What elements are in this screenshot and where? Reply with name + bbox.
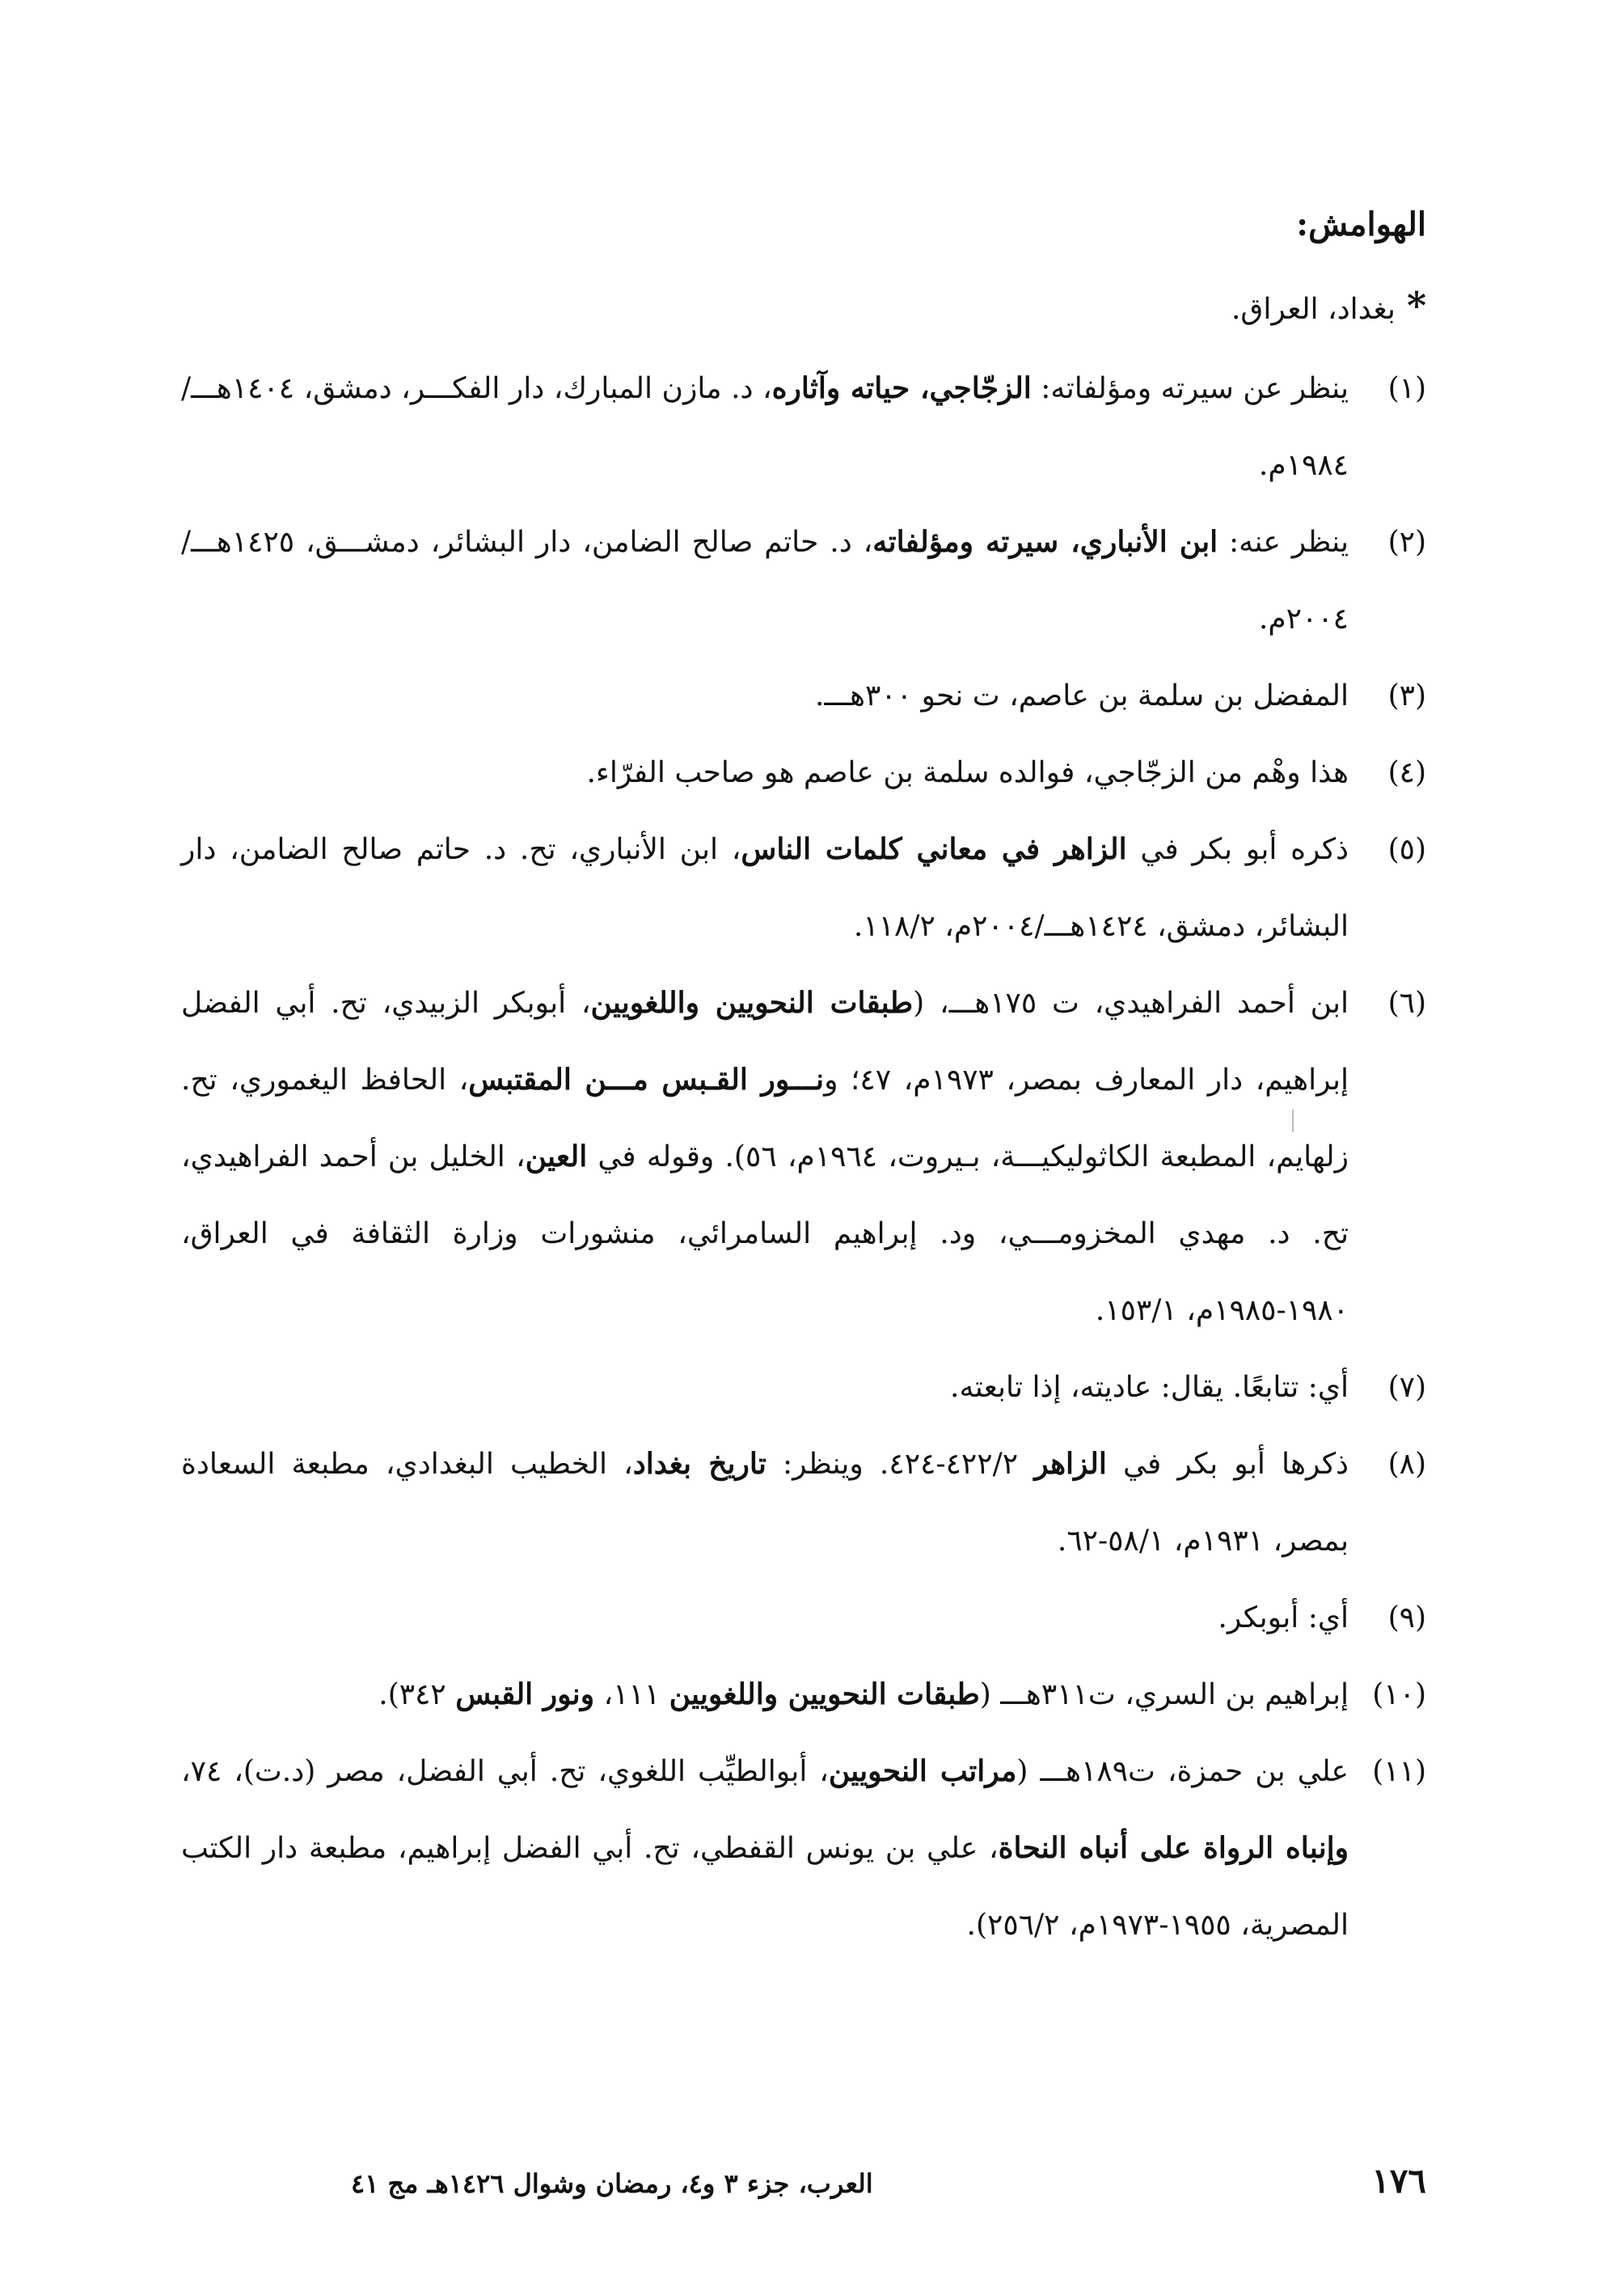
page-footer (181, 2161, 1426, 2201)
footnote-number: (٧) (1387, 1371, 1426, 1404)
footnote-text (1218, 1601, 1349, 1634)
footnote-item (181, 350, 1426, 504)
footnote-number: (١٠) (1372, 1678, 1426, 1711)
cited-work-title: طبقات النحويين واللغويين (669, 1677, 980, 1711)
cited-work-title: طبقات النحويين واللغويين (590, 986, 914, 1020)
footnote-text-run: ٣٤٢). (378, 1678, 456, 1711)
cited-work-title: ونور القبس (455, 1677, 595, 1711)
footnote-text-run: ، الخطيب البغدادي، مطبعة السعادة بمصر، ١٩٣١م، ٥٨/١-٦٢. (181, 1448, 1349, 1558)
footnote-number: (٨) (1387, 1448, 1426, 1481)
cited-work-title: ابن الأنباري، سيرته ومؤلفاته (872, 525, 1218, 559)
footnote-text (181, 987, 1349, 1327)
footnote-item (181, 1733, 1426, 1964)
footnote-text-run: ذكرها أبو بكر في (1106, 1448, 1349, 1481)
footnote-item (181, 658, 1426, 734)
footnote-item (181, 734, 1426, 811)
footnote-text-run: أي: أبوبكر. (1218, 1601, 1349, 1634)
footnote-text-run: ، أبوالطيِّب اللغوي، تح. أبي الفضل، مصر (د.ت)، ٧٤، (181, 1755, 829, 1788)
footnote-text-run: ، الخليل بن أحمد الفراهيدي، تح. د. مهدي المخزومـــي، ود. إبراهيم السامرائي، منشورات وزارة الثقافة في العراق، ١٩٨٠-١٩٨٥م، ١٥٣/١. (181, 1140, 1349, 1327)
footnote-text-run: ٤٢٢/٢-٤٢٤. وينظر: (766, 1448, 1035, 1481)
footnote-item (181, 965, 1426, 1349)
footnote-text-run: ينظر عن سيرته ومؤلفاته: (1031, 372, 1349, 405)
footnote-number: (١١) (1372, 1755, 1426, 1788)
footnote-number: (٤) (1387, 756, 1426, 789)
footnote-text-run: ، ابن الأنباري، تح. د. حاتم صالح الضامن، دار البشائر، دمشق، ١٤٢٤هـــ/٢٠٠٤م، ١١٨/٢. (181, 833, 1349, 943)
footnote-number: (٩) (1387, 1601, 1426, 1634)
author-affiliation-note (181, 265, 1426, 350)
footnote-number: (١) (1387, 372, 1426, 405)
footnote-text-run: ، د. حاتم صالح الضامن، دار البشائر، دمشـــق، ١٤٢٥هـــ/٢٠٠٤م. (181, 526, 1349, 636)
footnote-text-run: ذكره أبو بكر في (1126, 833, 1349, 866)
footnote-text-run: ، أبوبكر الزبيدي، تح. أبي الفضل إبراهيم، دار المعارف بمصر، ١٩٧٣م، ٤٧؛ و (181, 987, 1349, 1097)
cited-work-title: الزجّاجي، حياته وآثاره (771, 371, 1032, 405)
footnote-item (181, 1426, 1426, 1579)
footnote-text-run: ، علي بن يونس القفطي، تح. أبي الفضل إبراهيم، مطبعة دار الكتب المصرية، ١٩٥٥-١٩٧٣م، ٢٥٦/٢). (181, 1832, 1349, 1942)
footnote-number: (٥) (1387, 833, 1426, 866)
footnote-text (181, 1755, 1349, 1942)
footnotes-heading: الهوامش: (1296, 205, 1426, 243)
affiliation-text: بغداد، العراق. (1231, 293, 1396, 326)
footnote-text-run: ينظر عنه: (1218, 526, 1349, 559)
footnote-text-run: ، د. مازن المبارك، دار الفكـــر، دمشق، ١٤٠٤هـــ/١٩٨٤م. (181, 372, 1349, 482)
cited-work-title: وإنباه الرواة على أنباه النحاة (998, 1831, 1349, 1865)
cited-work-title: تاريخ بغداد (632, 1447, 766, 1481)
footnote-text (181, 526, 1349, 636)
footnotes-list (181, 350, 1426, 1964)
footnotes-section (181, 184, 1426, 1964)
page-number: ١٧٦ (1371, 2161, 1426, 2201)
asterisk-marker: * (1406, 284, 1426, 328)
footnote-text-run: ١١١، (594, 1678, 669, 1711)
footnote-text-run: ابن أحمد الفراهيدي، ت ١٧٥هـــ، ( (913, 987, 1349, 1020)
footnote-text (181, 372, 1349, 482)
cited-work-title: نـــور القـبس مـــن المقتبس (468, 1063, 825, 1097)
footnote-text-run: ، الحافظ اليغموري، تح. زلهايم، المطبعة الكاثوليكيـــة، بـيروت، ١٩٦٤م، ٥٦). وقوله في (181, 1063, 1349, 1173)
footnote-text (378, 1678, 1349, 1711)
footnote-number: (٣) (1387, 679, 1426, 712)
footnote-item (181, 1579, 1426, 1656)
footnote-item (181, 811, 1426, 965)
footnote-text-run: علي بن حمزة، ت١٨٩هـــ ( (1016, 1755, 1349, 1788)
footnote-text (181, 1448, 1349, 1558)
footnote-number: (٦) (1387, 987, 1426, 1020)
footnote-text-run: إبراهيم بن السري، ت٣١١هـــ ( (979, 1678, 1349, 1711)
footnote-item (181, 504, 1426, 658)
cited-work-title: الزاهر (1034, 1447, 1107, 1481)
journal-citation: العرب، جزء ٣ و٤، رمضان وشوال ١٤٢٦هـ مج ٤١ (351, 2168, 873, 2199)
scan-artifact-mark (1292, 1110, 1294, 1132)
footnote-item (181, 1349, 1426, 1426)
footnote-text (181, 833, 1349, 943)
footnote-text (815, 679, 1349, 712)
footnote-number: (٢) (1387, 526, 1426, 559)
footnote-item (181, 1656, 1426, 1733)
footnote-text-run: أي: تتابعًا. يقال: عاديته، إذا تابعته. (950, 1371, 1349, 1404)
footnote-text-run: المفضل بن سلمة بن عاصم، ت نحو ٣٠٠هـــ. (814, 679, 1349, 712)
footnote-text-run: هذا وهْم من الزجّاجي، فوالده سلمة بن عاصم هو صاحب الفرّاء. (586, 756, 1349, 789)
cited-work-title: العين (525, 1140, 588, 1173)
cited-work-title: الزاهر في معاني كلمات الناس (741, 832, 1127, 866)
footnote-text (950, 1371, 1349, 1404)
footnote-text (586, 756, 1349, 789)
cited-work-title: مراتب النحويين (828, 1754, 1017, 1788)
